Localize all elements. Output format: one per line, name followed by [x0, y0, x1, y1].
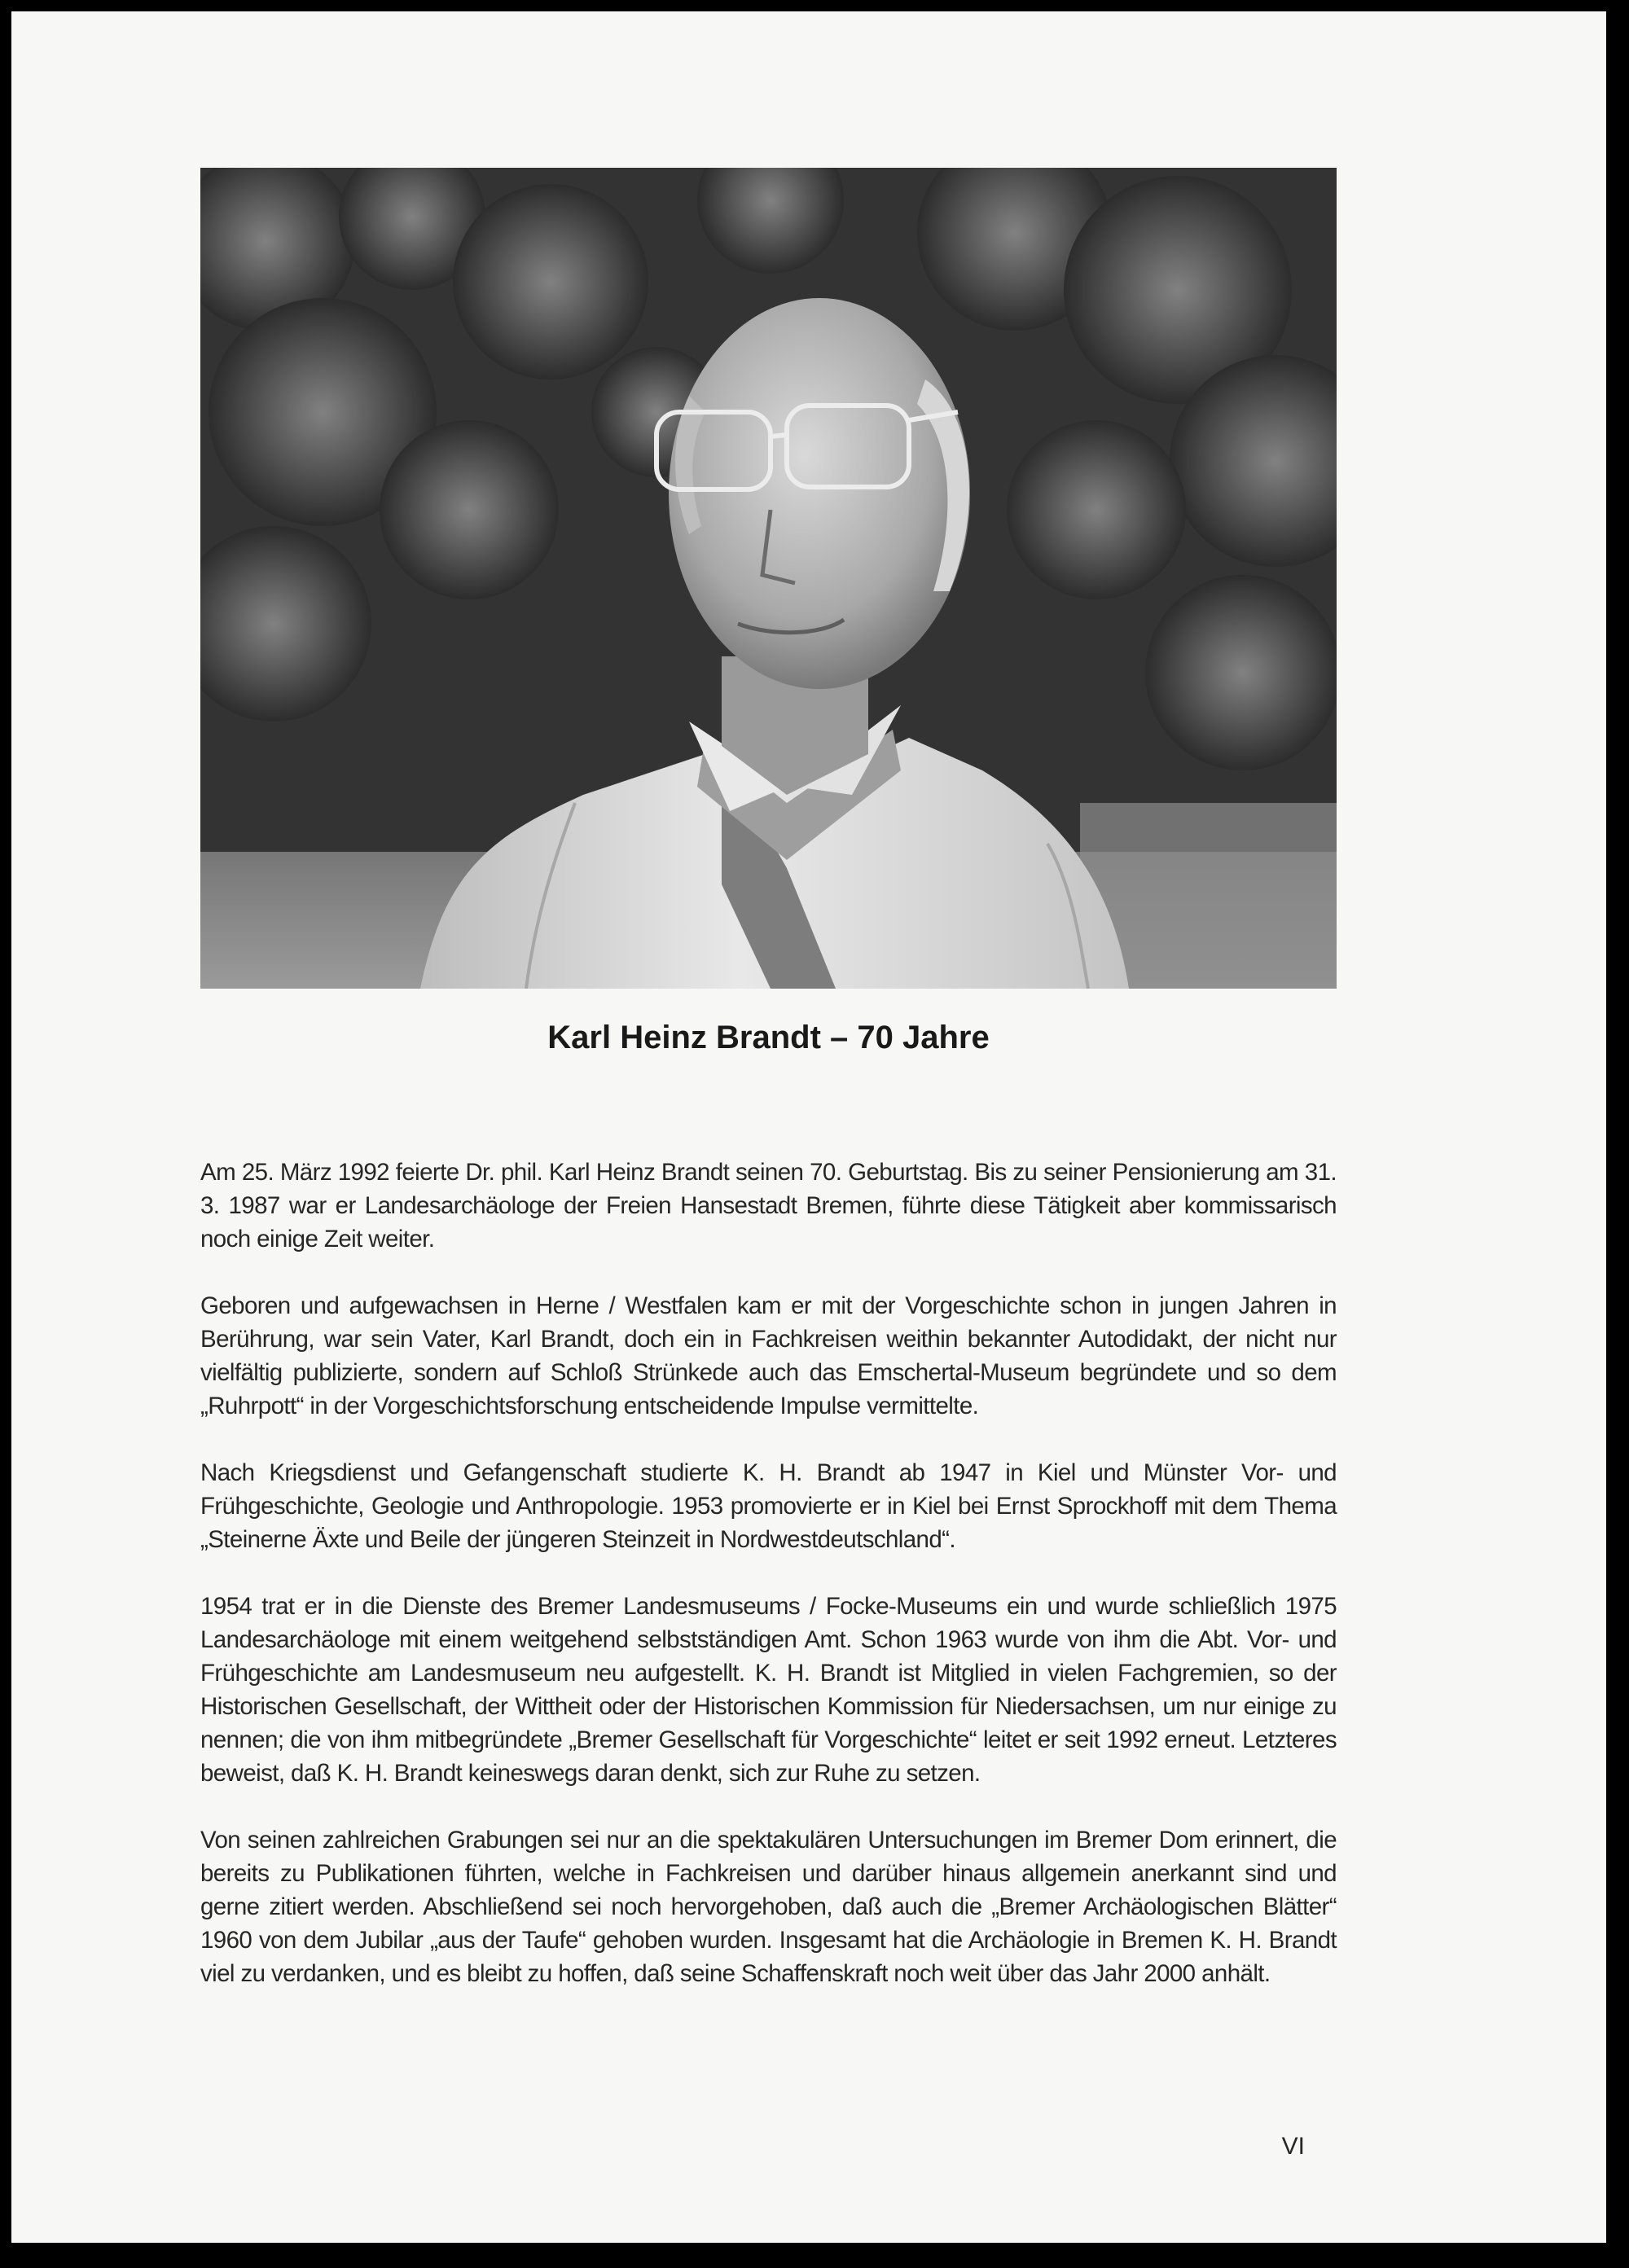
portrait-photo — [200, 168, 1337, 989]
article-paragraph: 1954 trat er in die Dienste des Bremer Landesmuseums / Focke-Museums ein und wurde schließlich 1975 Landesarchäologe mit einem weitgehend selbstständigen Amt. Schon 1963 wurde von ihm die Abt. Vor- und Frühgeschichte am Landesmuseum neu aufgestellt. K. H. Brandt ist Mitglied in vielen Fachgremien, so der Historischen Gesellschaft, der Wittheit oder der Historischen Kommission für Niedersachsen, um nur einige zu nennen; die von ihm mitbegründete „Bremer Gesellschaft für Vorgeschichte“ leitet er seit 1992 erneut. Letzteres beweist, daß K. H. Brandt keineswegs daran denkt, sich zur Ruhe zu setzen. — [200, 1593, 1337, 1787]
article-paragraph: Von seinen zahlreichen Grabungen sei nur an die spektakulären Untersuchungen im Bremer Dom erinnert, die bereits zu Publikationen führten, welche in Fachkreisen und darüber hinaus allgemein anerkannt sind und gerne zitiert werden. Abschließend sei noch hervorgehoben, daß auch die „Bremer Archäologischen Blätter“ 1960 von dem Jubilar „aus der Taufe“ gehoben wurden. Insgesamt hat die Archäologie in Bremen K. H. Brandt viel zu verdanken, und es bleibt zu hoffen, daß seine Schaffenskraft noch weit über das Jahr 2000 anhält. — [200, 1827, 1337, 1987]
article-paragraph: Am 25. März 1992 feierte Dr. phil. Karl Heinz Brandt seinen 70. Geburtstag. Bis zu seiner Pensionierung am 31. 3. 1987 war er Landesarchäologe der Freien Hansestadt Bremen, führte diese Tätigkeit aber kommissarisch noch einige Zeit weiter. — [200, 1159, 1337, 1252]
article-paragraph: Geboren und aufgewachsen in Herne / Westfalen kam er mit der Vorgeschichte schon in jungen Jahren in Berührung, war sein Vater, Karl Brandt, doch ein in Fachkreisen weithin bekannter Autodidakt, der nicht nur vielfältig publizierte, sondern auf Schloß Strünkede auch das Emschertal-Museum begründete und so dem „Ruhrpott“ in der Vorgeschichtsforschung entscheidende Impulse vermittelte. — [200, 1292, 1337, 1419]
page-number: VI — [1281, 2133, 1305, 2160]
article-body — [200, 1156, 1337, 2024]
article-paragraph: Nach Kriegsdienst und Gefangenschaft studierte K. H. Brandt ab 1947 in Kiel und Münster Vor- und Frühgeschichte, Geologie und Anthropologie. 1953 promovierte er in Kiel bei Ernst Sprockhoff mit dem Thema „Steinerne Äxte und Beile der jüngeren Steinzeit in Nordwestdeutschland“. — [200, 1459, 1337, 1553]
portrait-illustration — [200, 168, 1337, 989]
article-title: Karl Heinz Brandt – 70 Jahre — [547, 1020, 990, 1055]
page-sheet — [11, 11, 1606, 2243]
